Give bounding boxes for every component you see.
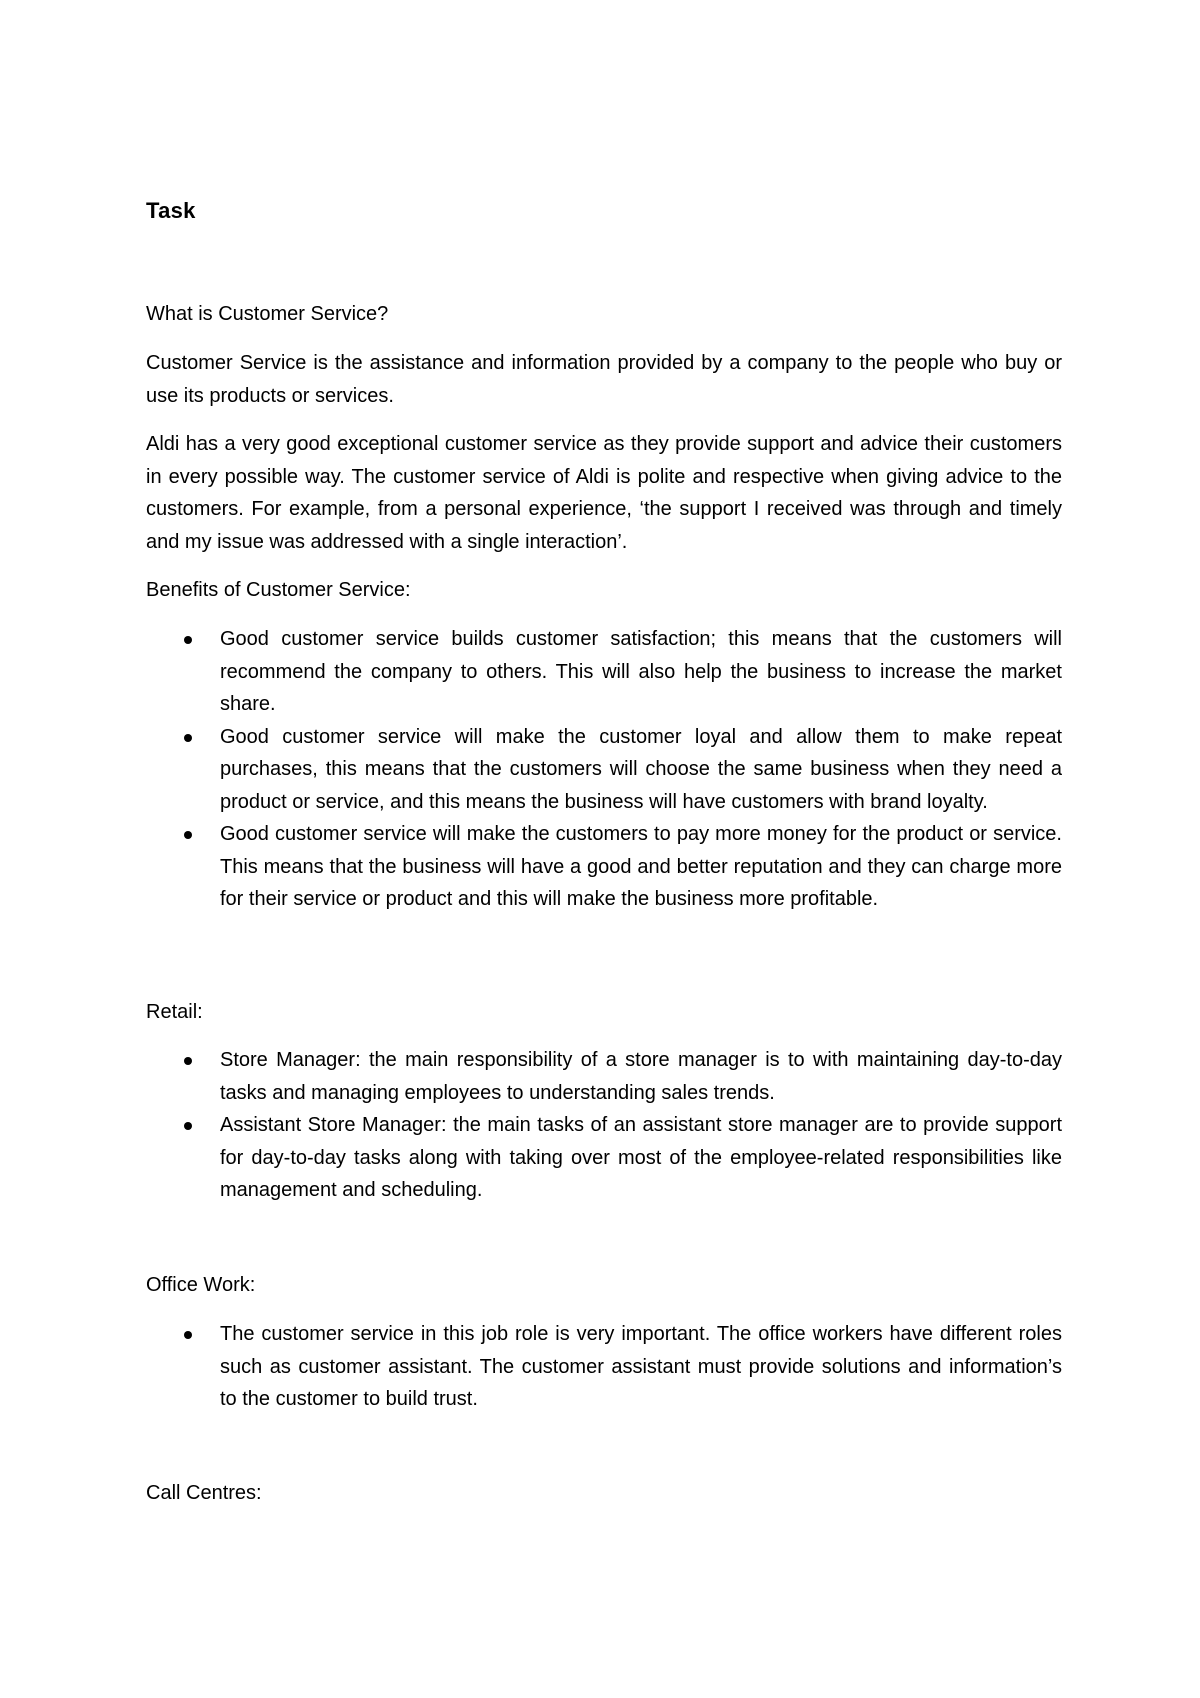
bullet-icon bbox=[184, 734, 192, 742]
retail-heading: Retail: bbox=[146, 1001, 203, 1023]
list-item: The customer service in this job role is very important. The office workers have different roles such as customer assistant. The customer assistant must provide solutions and information’s to the customer to build trust. bbox=[146, 1318, 1062, 1416]
bullet-icon bbox=[184, 1122, 192, 1130]
retail-list bbox=[146, 1044, 1062, 1207]
bullet-icon bbox=[184, 636, 192, 644]
list-item: Good customer service builds customer satisfaction; this means that the customers will recommend the company to others. This will also help the business to increase the market share. bbox=[146, 623, 1062, 721]
bullet-icon bbox=[184, 1057, 192, 1065]
list-item: Good customer service will make the customer loyal and allow them to make repeat purchases, this means that the customers will choose the same business when they need a product or service, and this means the business will have customers with brand loyalty. bbox=[146, 721, 1062, 819]
bullet-icon bbox=[184, 1331, 192, 1339]
list-item: Store Manager: the main responsibility of a store manager is to with maintaining day-to-day tasks and managing employees to understanding sales trends. bbox=[146, 1044, 1062, 1109]
benefits-heading: Benefits of Customer Service: bbox=[146, 579, 411, 601]
list-item: Good customer service will make the customers to pay more money for the product or service. This means that the business will have a good and better reputation and they can charge more for their service or product and this will make the business more profitable. bbox=[146, 818, 1062, 916]
benefits-list bbox=[146, 623, 1062, 916]
aldi-paragraph: Aldi has a very good exceptional customer service as they provide support and advice their customers in every possible way. The customer service of Aldi is polite and respective when giving advice to the customers. For example, from a personal experience, ‘the support I received was through and timely and my issue was addressed with a single interaction’. bbox=[146, 433, 1062, 553]
call-centres-heading: Call Centres: bbox=[146, 1482, 262, 1504]
document-title: Task bbox=[146, 198, 196, 223]
question-heading: What is Customer Service? bbox=[146, 303, 389, 325]
bullet-icon bbox=[184, 831, 192, 839]
document-page bbox=[146, 0, 1062, 1698]
office-list bbox=[146, 1318, 1062, 1416]
definition-paragraph: Customer Service is the assistance and information provided by a company to the people who buy or use its products or services. bbox=[146, 352, 1062, 407]
office-heading: Office Work: bbox=[146, 1274, 256, 1296]
list-item: Assistant Store Manager: the main tasks of an assistant store manager are to provide support for day-to-day tasks along with taking over most of the employee-related responsibilities like management and scheduling. bbox=[146, 1109, 1062, 1207]
